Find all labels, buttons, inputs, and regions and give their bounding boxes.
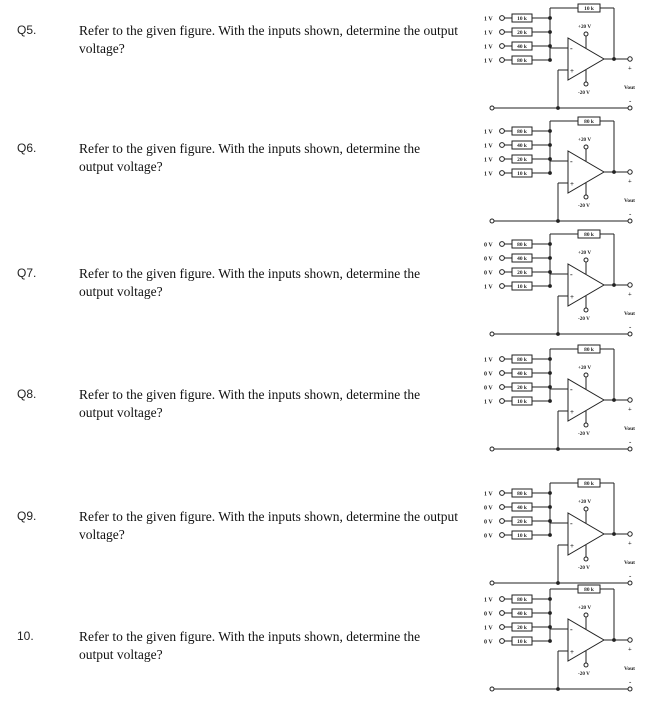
- input-terminal: [500, 357, 505, 362]
- positive-supply-terminal: [584, 145, 588, 149]
- output-plus-sign: +: [628, 406, 632, 413]
- inverting-input-sign: -: [570, 44, 573, 53]
- input-terminal: [500, 171, 505, 176]
- input-terminal: [500, 519, 505, 524]
- summing-amplifier-circuit: [478, 343, 643, 461]
- feedback-resistor-label: 80 k: [584, 587, 594, 594]
- output-plus-sign: +: [628, 65, 632, 72]
- negative-supply-terminal: [584, 663, 588, 667]
- input-terminal: [500, 58, 505, 63]
- input-terminal: [500, 30, 505, 35]
- negative-supply-terminal: [584, 557, 588, 561]
- feedback-resistor-label: 80 k: [584, 232, 594, 239]
- input-voltage-label: 0 V: [484, 371, 493, 378]
- input-resistor-label: 20 k: [517, 30, 527, 37]
- input-terminal: [500, 385, 505, 390]
- input-voltage-label: 1 V: [484, 16, 493, 23]
- question-number: Q8.: [17, 387, 37, 401]
- input-resistor-label: 20 k: [517, 157, 527, 164]
- input-voltage-label: 0 V: [484, 611, 493, 618]
- noninverting-input-sign: +: [570, 648, 574, 656]
- positive-supply-label: +20 V: [578, 137, 592, 143]
- input-resistor-label: 10 k: [517, 533, 527, 540]
- input-terminal: [500, 143, 505, 148]
- circuit-figure: [478, 477, 643, 600]
- input-resistor-label: 20 k: [517, 270, 527, 277]
- input-terminal: [500, 129, 505, 134]
- input-resistor-label: 20 k: [517, 385, 527, 392]
- negative-supply-label: -20 V: [578, 316, 590, 322]
- summing-amplifier-circuit: [478, 115, 643, 233]
- ground-terminal: [628, 332, 632, 336]
- input-voltage-label: 0 V: [484, 519, 493, 526]
- positive-supply-label: +20 V: [578, 24, 592, 30]
- question-text: [79, 140, 420, 176]
- input-resistor-label: 80 k: [517, 129, 527, 136]
- output-terminal: [628, 532, 632, 536]
- input-resistor-label: 10 k: [517, 639, 527, 646]
- inverting-input-sign: -: [570, 625, 573, 634]
- input-voltage-label: 0 V: [484, 505, 493, 512]
- output-voltage-label: Vout: [624, 85, 635, 91]
- output-voltage-label: Vout: [624, 311, 635, 317]
- input-terminal: [500, 597, 505, 602]
- input-voltage-label: 1 V: [484, 58, 493, 65]
- input-resistor-label: 40 k: [517, 143, 527, 150]
- input-terminal: [500, 256, 505, 261]
- input-terminal: [500, 505, 505, 510]
- question-text: [79, 508, 458, 544]
- feedback-resistor-label: 80 k: [584, 119, 594, 126]
- circuit-figure: [478, 115, 643, 238]
- input-voltage-label: 0 V: [484, 533, 493, 540]
- input-terminal: [500, 491, 505, 496]
- feedback-resistor-label: 80 k: [584, 347, 594, 354]
- negative-supply-terminal: [584, 423, 588, 427]
- negative-supply-terminal: [584, 82, 588, 86]
- question-text-line: output voltage?: [79, 647, 163, 662]
- question-text: [79, 628, 420, 664]
- input-voltage-label: 1 V: [484, 284, 493, 291]
- question-text-line: Refer to the given figure. With the inputs shown, determine the output: [79, 23, 459, 38]
- negative-supply-label: -20 V: [578, 203, 590, 209]
- ground-terminal: [628, 219, 632, 223]
- input-voltage-label: 1 V: [484, 143, 493, 150]
- question-text-line: Refer to the given figure. With the inputs shown, determine the output: [79, 509, 459, 524]
- input-resistor-label: 40 k: [517, 505, 527, 512]
- junction-dot: [613, 639, 616, 642]
- ground-terminal: [490, 106, 494, 110]
- output-minus-sign: -: [629, 323, 632, 331]
- input-terminal: [500, 611, 505, 616]
- summing-amplifier-circuit: [478, 2, 643, 120]
- question-text-line: output voltage?: [79, 159, 163, 174]
- output-minus-sign: -: [629, 97, 632, 105]
- output-voltage-label: Vout: [624, 560, 635, 566]
- ground-terminal: [490, 332, 494, 336]
- output-plus-sign: +: [628, 178, 632, 185]
- input-terminal: [500, 399, 505, 404]
- input-voltage-label: 1 V: [484, 597, 493, 604]
- negative-supply-label: -20 V: [578, 90, 590, 96]
- output-terminal: [628, 398, 632, 402]
- output-terminal: [628, 170, 632, 174]
- output-terminal: [628, 638, 632, 642]
- input-voltage-label: 1 V: [484, 30, 493, 37]
- input-resistor-label: 10 k: [517, 399, 527, 406]
- question-text-line: Refer to the given figure. With the inputs shown, determine the: [79, 266, 421, 281]
- question-text: [79, 265, 420, 301]
- input-voltage-label: 1 V: [484, 129, 493, 136]
- question-text-line: voltage?: [79, 527, 125, 542]
- negative-supply-label: -20 V: [578, 431, 590, 437]
- positive-supply-terminal: [584, 258, 588, 262]
- circuit-figure: [478, 343, 643, 466]
- question-text-line: Refer to the given figure. With the inputs shown, determine the: [79, 629, 421, 644]
- input-resistor-label: 80 k: [517, 357, 527, 364]
- input-resistor-label: 80 k: [517, 242, 527, 249]
- output-minus-sign: -: [629, 438, 632, 446]
- negative-supply-label: -20 V: [578, 565, 590, 571]
- summing-amplifier-circuit: [478, 477, 643, 595]
- circuit-figure: [478, 583, 643, 706]
- positive-supply-label: +20 V: [578, 365, 592, 371]
- feedback-resistor-label: 10 k: [584, 6, 594, 13]
- noninverting-input-sign: +: [570, 67, 574, 75]
- inverting-input-sign: -: [570, 270, 573, 279]
- junction-dot: [613, 171, 616, 174]
- input-resistor-label: 40 k: [517, 371, 527, 378]
- noninverting-input-sign: +: [570, 542, 574, 550]
- question-number: Q5.: [17, 23, 37, 37]
- question-text-line: voltage?: [79, 41, 125, 56]
- noninverting-input-sign: +: [570, 293, 574, 301]
- question-text: [79, 22, 458, 58]
- output-minus-sign: -: [629, 210, 632, 218]
- input-voltage-label: 1 V: [484, 625, 493, 632]
- input-resistor-label: 80 k: [517, 597, 527, 604]
- question-text: [79, 386, 420, 422]
- input-terminal: [500, 533, 505, 538]
- input-voltage-label: 0 V: [484, 270, 493, 277]
- input-terminal: [500, 639, 505, 644]
- inverting-input-sign: -: [570, 519, 573, 528]
- input-voltage-label: 0 V: [484, 242, 493, 249]
- input-resistor-label: 10 k: [517, 16, 527, 23]
- output-minus-sign: -: [629, 572, 632, 580]
- output-plus-sign: +: [628, 646, 632, 653]
- input-voltage-label: 1 V: [484, 491, 493, 498]
- output-voltage-label: Vout: [624, 198, 635, 204]
- question-text-line: Refer to the given figure. With the inputs shown, determine the: [79, 387, 421, 402]
- question-text-line: output voltage?: [79, 284, 163, 299]
- output-terminal: [628, 283, 632, 287]
- question-number: 10.: [17, 629, 34, 643]
- input-resistor-label: 20 k: [517, 519, 527, 526]
- input-resistor-label: 80 k: [517, 491, 527, 498]
- input-voltage-label: 1 V: [484, 171, 493, 178]
- input-resistor-label: 80 k: [517, 58, 527, 65]
- input-resistor-label: 10 k: [517, 171, 527, 178]
- positive-supply-terminal: [584, 507, 588, 511]
- ground-terminal: [490, 687, 494, 691]
- summing-amplifier-circuit: [478, 583, 643, 701]
- input-terminal: [500, 157, 505, 162]
- ground-terminal: [490, 447, 494, 451]
- positive-supply-label: +20 V: [578, 250, 592, 256]
- output-plus-sign: +: [628, 291, 632, 298]
- input-voltage-label: 1 V: [484, 357, 493, 364]
- input-terminal: [500, 270, 505, 275]
- positive-supply-terminal: [584, 32, 588, 36]
- noninverting-input-sign: +: [570, 180, 574, 188]
- positive-supply-terminal: [584, 373, 588, 377]
- input-resistor-label: 10 k: [517, 284, 527, 291]
- noninverting-input-sign: +: [570, 408, 574, 416]
- input-voltage-label: 1 V: [484, 44, 493, 51]
- feedback-resistor-label: 80 k: [584, 481, 594, 488]
- input-terminal: [500, 242, 505, 247]
- negative-supply-label: -20 V: [578, 671, 590, 677]
- question-number: Q6.: [17, 141, 37, 155]
- inverting-input-sign: -: [570, 385, 573, 394]
- inverting-input-sign: -: [570, 157, 573, 166]
- junction-dot: [613, 58, 616, 61]
- input-resistor-label: 40 k: [517, 611, 527, 618]
- ground-terminal: [490, 219, 494, 223]
- output-terminal: [628, 57, 632, 61]
- input-voltage-label: 0 V: [484, 639, 493, 646]
- negative-supply-terminal: [584, 308, 588, 312]
- positive-supply-terminal: [584, 613, 588, 617]
- positive-supply-label: +20 V: [578, 605, 592, 611]
- junction-dot: [613, 399, 616, 402]
- input-resistor-label: 40 k: [517, 44, 527, 51]
- input-voltage-label: 0 V: [484, 385, 493, 392]
- junction-dot: [613, 533, 616, 536]
- output-plus-sign: +: [628, 540, 632, 547]
- input-terminal: [500, 44, 505, 49]
- ground-terminal: [628, 687, 632, 691]
- summing-amplifier-circuit: [478, 228, 643, 346]
- question-number: Q9.: [17, 509, 37, 523]
- output-voltage-label: Vout: [624, 666, 635, 672]
- question-text-line: output voltage?: [79, 405, 163, 420]
- input-resistor-label: 40 k: [517, 256, 527, 263]
- input-resistor-label: 20 k: [517, 625, 527, 632]
- input-voltage-label: 0 V: [484, 256, 493, 263]
- ground-terminal: [628, 447, 632, 451]
- output-voltage-label: Vout: [624, 426, 635, 432]
- ground-terminal: [628, 106, 632, 110]
- input-terminal: [500, 284, 505, 289]
- question-number: Q7.: [17, 266, 37, 280]
- input-terminal: [500, 625, 505, 630]
- input-terminal: [500, 16, 505, 21]
- output-minus-sign: -: [629, 678, 632, 686]
- input-terminal: [500, 371, 505, 376]
- circuit-figure: [478, 2, 643, 125]
- input-voltage-label: 1 V: [484, 157, 493, 164]
- input-voltage-label: 1 V: [484, 399, 493, 406]
- positive-supply-label: +20 V: [578, 499, 592, 505]
- question-text-line: Refer to the given figure. With the inputs shown, determine the: [79, 141, 421, 156]
- junction-dot: [613, 284, 616, 287]
- negative-supply-terminal: [584, 195, 588, 199]
- circuit-figure: [478, 228, 643, 354]
